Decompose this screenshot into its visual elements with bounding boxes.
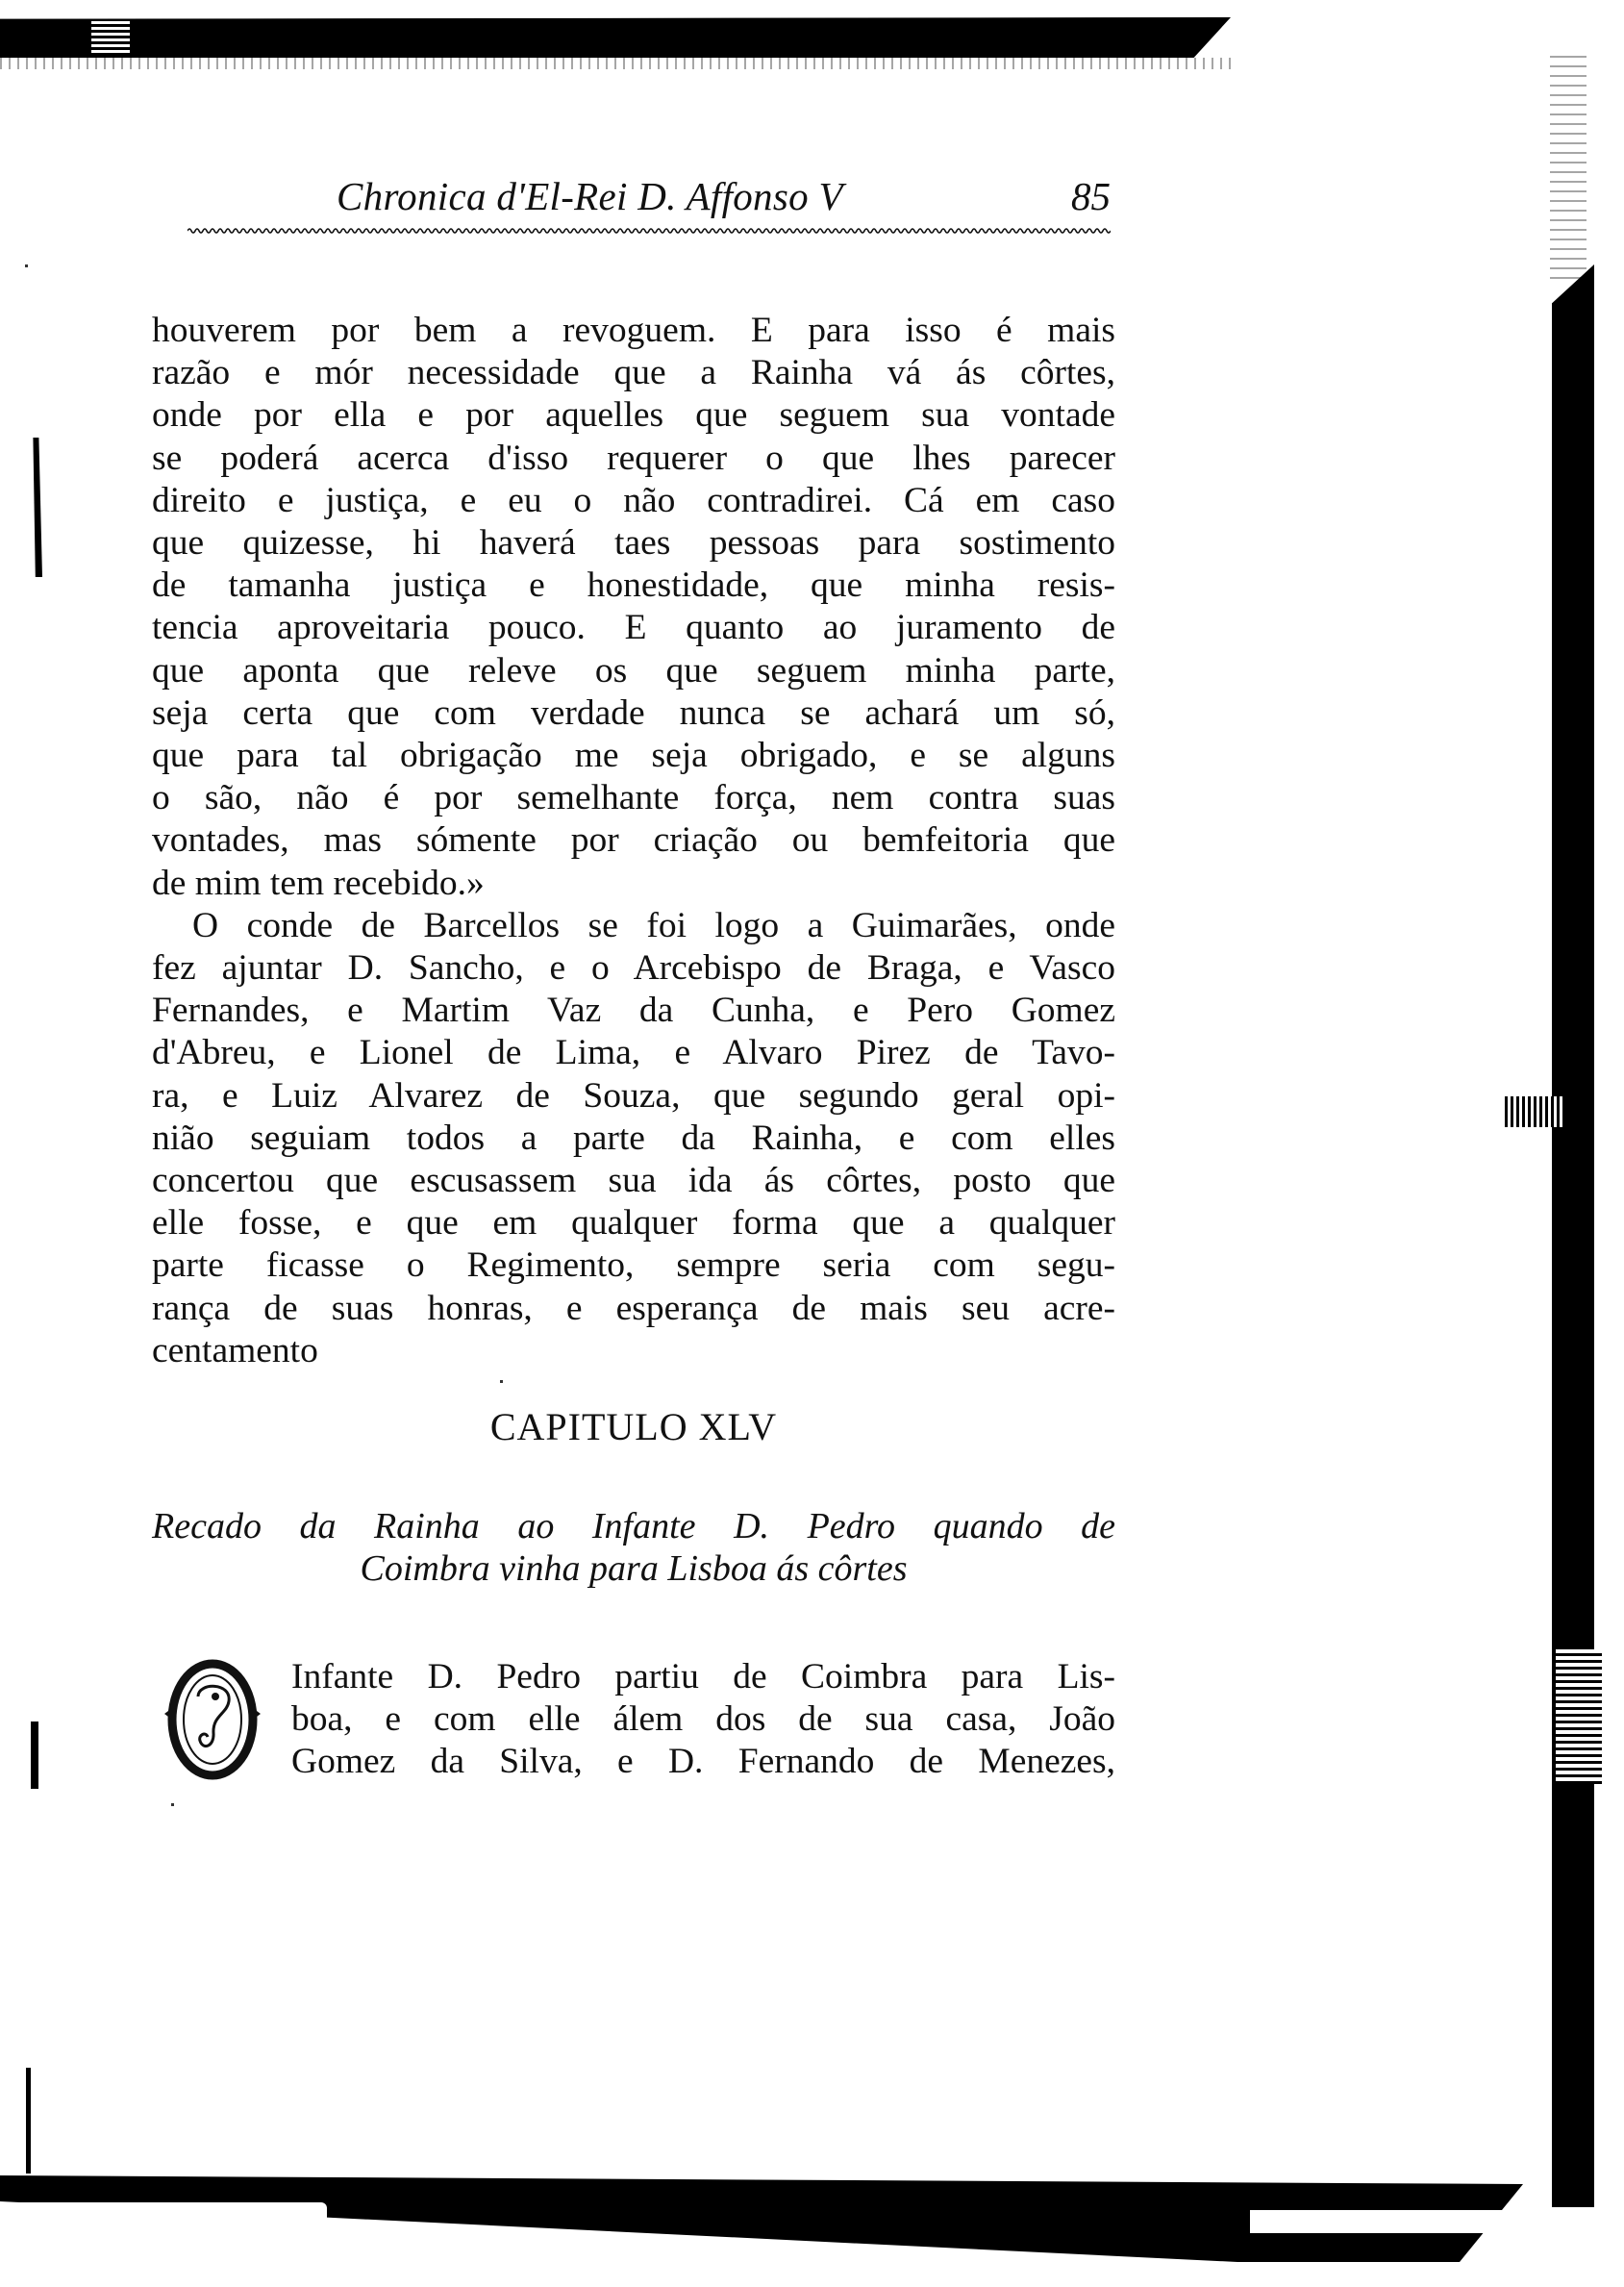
text-line: ra, e Luiz Alvarez de Souza, que segundo geral opi-	[152, 1075, 1115, 1116]
text-line: razão e mór necessidade que a Rainha vá ás côrtes,	[152, 353, 1115, 393]
text-line: O conde de Barcellos se foi logo a Guimarães, onde	[192, 905, 1115, 945]
text-line: que aponta que releve os que seguem minha parte,	[152, 650, 1115, 691]
scan-mark-left	[31, 438, 42, 577]
chapter-title: CAPITULO XLV	[489, 1405, 778, 1448]
scan-noise-right	[1550, 48, 1587, 279]
text-line: fez ajuntar D. Sancho, e o Arcebispo de Braga, e Vasco	[152, 948, 1115, 989]
text-line: concertou que escusassem sua ida ás côrtes, posto que	[152, 1161, 1115, 1201]
page-number: 85	[1071, 174, 1111, 218]
scan-mark-left-2	[31, 1722, 38, 1789]
scan-noise-top-smear	[0, 58, 1231, 69]
scan-speck	[500, 1380, 503, 1383]
scan-edge-top	[0, 17, 1231, 58]
text-line: centamento	[152, 1330, 318, 1370]
subtitle-line: Coimbra vinha para Lisboa ás côrtes	[360, 1548, 908, 1589]
text-line: Gomez da Silva, e D. Fernando de Menezes,	[291, 1742, 1115, 1782]
text-line: houverem por bem a revoguem. E para isso é mais	[152, 311, 1115, 350]
scan-noise-top	[91, 19, 130, 56]
text-line: de tamanha justiça e honestidade, que minha resis-	[152, 565, 1115, 606]
scan-edge-right	[1552, 264, 1594, 2207]
scan-noise-right-mid	[1505, 1096, 1562, 1127]
text-line: boa, e com elle álem dos de sua casa, João	[291, 1699, 1115, 1740]
wavy-rule	[187, 227, 1111, 235]
scan-noise-right-bottom	[1556, 1649, 1602, 1784]
ornamental-drop-cap-o	[160, 1658, 265, 1781]
text-line: parte ficasse o Regimento, sempre seria com segu-	[152, 1245, 1115, 1286]
scan-mark-left-3	[26, 2068, 31, 2174]
scan-speck	[171, 1803, 174, 1806]
text-line: seja certa que com verdade nunca se achará um só,	[152, 692, 1115, 733]
text-line: se poderá acerca d'isso requerer o que lhes parecer	[152, 438, 1115, 478]
subtitle-line: Recado da Rainha ao Infante D. Pedro quando de	[152, 1506, 1115, 1546]
text-line: elle fosse, e que em qualquer forma que a qualquer	[152, 1203, 1115, 1244]
text-line: que quizesse, hi haverá taes pessoas para sostimento	[152, 523, 1115, 564]
text-line: onde por ella e por aquelles que seguem sua vontade	[152, 395, 1115, 436]
running-title: Chronica d'El-Rei D. Affonso V	[337, 174, 843, 218]
text-line: tencia aproveitaria pouco. E quanto ao juramento de	[152, 608, 1115, 648]
text-line: Fernandes, e Martim Vaz da Cunha, e Pero Gomez	[152, 991, 1115, 1031]
text-line: vontades, mas sómente por criação ou bemfeitoria que	[152, 820, 1115, 861]
text-line: rança de suas honras, e esperança de mais seu acre-	[152, 1288, 1115, 1328]
scan-edge-bottom-notch	[0, 2202, 327, 2235]
scan-speck	[25, 264, 28, 267]
text-line: nião seguiam todos a parte da Rainha, e com elles	[152, 1118, 1115, 1158]
text-line: direito e justiça, e eu o não contradirei. Cá em caso	[152, 480, 1115, 520]
text-line: que para tal obrigação me seja obrigado, e se alguns	[152, 736, 1115, 776]
text-line: Infante D. Pedro partiu de Coimbra para Lis-	[291, 1657, 1115, 1696]
opening-lines	[291, 1656, 1115, 1784]
scan-edge-bottom-notch-right	[1250, 2210, 1538, 2233]
text-line: o são, não é por semelhante força, nem contra suas	[152, 778, 1115, 818]
text-line: d'Abreu, e Lionel de Lima, e Alvaro Pirez de Tavo-	[152, 1033, 1115, 1073]
chapter-subtitle	[152, 1505, 1115, 1590]
running-head	[187, 173, 1111, 221]
text-line: de mim tem recebido.»	[152, 863, 485, 903]
body-text	[152, 310, 1115, 1372]
